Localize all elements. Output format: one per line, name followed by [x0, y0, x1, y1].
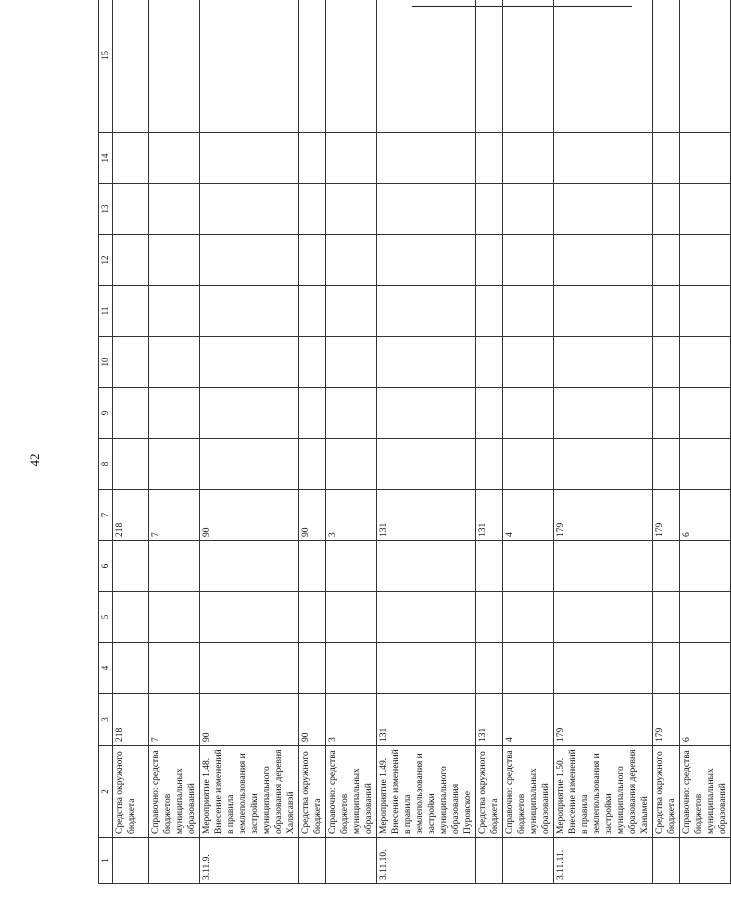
row-value-col3: 90: [200, 694, 299, 746]
row-value-col3: 4: [503, 694, 554, 746]
row-name: Справочно: средства бюджетов муниципальных образований: [326, 746, 377, 838]
col-header-1: 1: [99, 838, 113, 884]
table-row: [377, 0, 476, 884]
row-value-col3: 179: [653, 694, 680, 746]
row-code: [476, 838, 503, 884]
row-code: [113, 838, 149, 884]
row-name: Справочно: средства бюджетов муниципальных образований: [680, 746, 731, 838]
col-header-3: 3: [99, 694, 113, 746]
row-code: 3.11.11.: [554, 838, 653, 884]
table-row: [326, 0, 377, 884]
col-header-7: 7: [99, 490, 113, 541]
rotated-table-container: [98, 29, 728, 884]
col-header-8: 8: [99, 439, 113, 490]
row-value-col7: 218: [113, 490, 149, 541]
row-code: 3.11.10.: [377, 838, 476, 884]
col-header-9: 9: [99, 388, 113, 439]
table-row: [476, 0, 503, 884]
row-value-col7: 3: [326, 490, 377, 541]
row-code: [503, 838, 554, 884]
row-value-col7: 131: [476, 490, 503, 541]
row-code: [149, 838, 200, 884]
col-header-12: 12: [99, 235, 113, 286]
row-name: Средства окружного бюджета: [653, 746, 680, 838]
page-number: 42: [27, 453, 42, 467]
row-code: [653, 838, 680, 884]
col-header-14: 14: [99, 133, 113, 184]
table-row: [200, 0, 299, 884]
row-value-col7: 90: [200, 490, 299, 541]
col-header-5: 5: [99, 592, 113, 643]
row-name: Мероприятие 1.49. Внесение изменений в правила землепользования и застройки муниципального образования Пуровское: [377, 746, 476, 838]
row-name: Справочно: средства бюджетов муниципальных образований: [149, 746, 200, 838]
row-value-col7: 131: [377, 490, 476, 541]
row-code: [299, 838, 326, 884]
col-header-2: 2: [99, 746, 113, 838]
row-name: Мероприятие 1.48. Внесение изменений в правила землепользования и застройки муниципального образования деревня Халясавэй: [200, 746, 299, 838]
row-value-col3: 6: [680, 694, 731, 746]
row-value-col3: 3: [326, 694, 377, 746]
table-row: [299, 0, 326, 884]
row-value-col3: 7: [149, 694, 200, 746]
row-code: [326, 838, 377, 884]
row-value-col3: 218: [113, 694, 149, 746]
col-header-11: 11: [99, 286, 113, 337]
table-row: [113, 0, 149, 884]
col-header-6: 6: [99, 541, 113, 592]
row-value-col7: 4: [503, 490, 554, 541]
row-code: 3.11.9.: [200, 838, 299, 884]
row-name: Справочно: средства бюджетов муниципальных образований: [503, 746, 554, 838]
col-header-10: 10: [99, 337, 113, 388]
row-value-col3: 179: [554, 694, 653, 746]
col-header-13: 13: [99, 184, 113, 235]
row-value-col3: 131: [476, 694, 503, 746]
header-row: [99, 0, 113, 884]
row-name: Мероприятие 1.50. Внесение изменений в правила землепользования и застройки муниципального образования деревня Ханымей: [554, 746, 653, 838]
table-row: [503, 0, 554, 884]
table-row: [680, 0, 731, 884]
row-name: Средства окружного бюджета: [299, 746, 326, 838]
row-code: [680, 838, 731, 884]
table-row: [653, 0, 680, 884]
budget-table: [98, 0, 731, 884]
row-value-col3: 90: [299, 694, 326, 746]
col-header-15: 15: [99, 0, 113, 133]
row-value-col7: 6: [680, 490, 731, 541]
row-value-col7: 179: [653, 490, 680, 541]
row-value-col7: 179: [554, 490, 653, 541]
row-name: Средства окружного бюджета: [113, 746, 149, 838]
table-row: [149, 0, 200, 884]
row-value-col3: 131: [377, 694, 476, 746]
col-header-4: 4: [99, 643, 113, 694]
row-value-col7: 90: [299, 490, 326, 541]
table-row: [554, 0, 653, 884]
row-name: Средства окружного бюджета: [476, 746, 503, 838]
row-value-col7: 7: [149, 490, 200, 541]
